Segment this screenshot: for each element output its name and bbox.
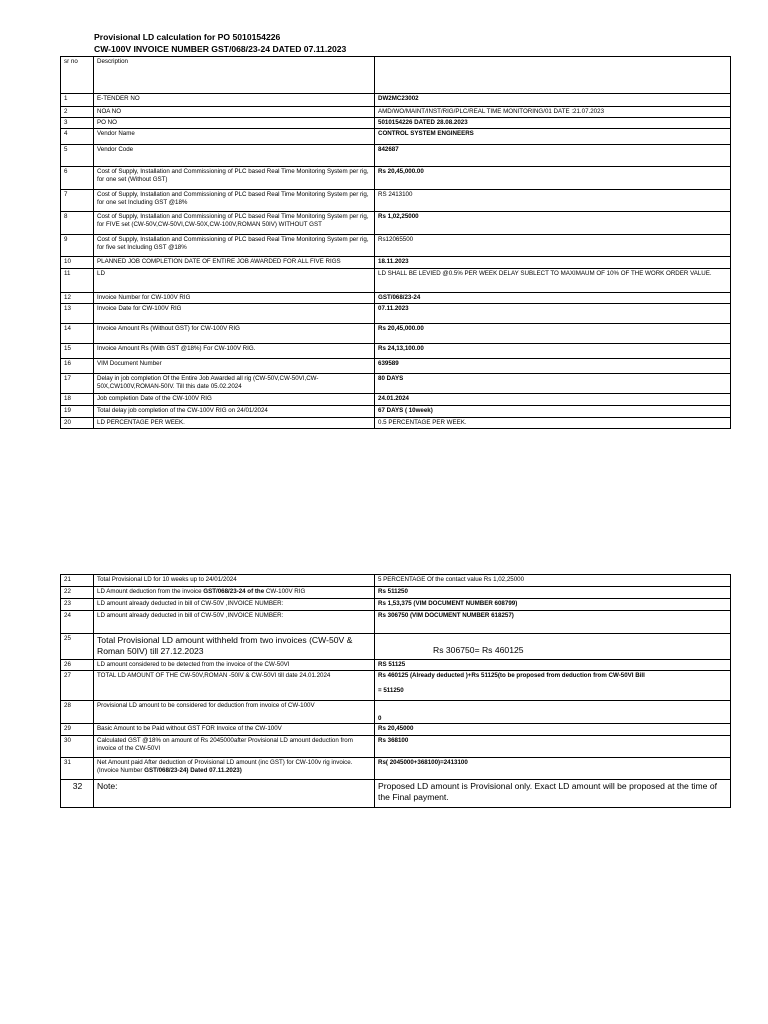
row-value: 5010154226 DATED 28.08.2023 <box>375 118 731 129</box>
row-value <box>375 671 731 701</box>
row-description <box>94 758 375 780</box>
table-row <box>61 212 731 235</box>
row-sr-no: 12 <box>61 293 94 304</box>
row-description: Cost of Supply, Installation and Commissioning of PLC based Real Time Monitoring System per rig, for one set Including GST @18% <box>94 190 375 212</box>
row-value: Rs 1,02,25000 <box>375 212 731 235</box>
row-sr-no: 7 <box>61 190 94 212</box>
row-sr-no: 14 <box>61 324 94 344</box>
row-description <box>94 587 375 599</box>
table-row <box>61 190 731 212</box>
row-description: Total Provisional LD amount withheld from two invoices (CW-50V & Roman 50IV) till 27.12.2023 <box>94 634 375 660</box>
row-description: VIM Document Number <box>94 359 375 374</box>
row-description: Total delay job completion of the CW-100V RIG on 24/01/2024 <box>94 406 375 418</box>
row-value: 639589 <box>375 359 731 374</box>
row-sr-no: 22 <box>61 587 94 599</box>
row-sr-no: 30 <box>61 736 94 758</box>
row-sr-no: 15 <box>61 344 94 359</box>
row-value: CONTROL SYSTEM ENGINEERS <box>375 129 731 145</box>
table-row <box>61 736 731 758</box>
row-sr-no: 17 <box>61 374 94 394</box>
table-row <box>61 167 731 190</box>
document-subtitle: CW-100V INVOICE NUMBER GST/068/23-24 DATED 07.11.2023 <box>94 44 347 54</box>
table-row <box>61 587 731 599</box>
table-row <box>61 724 731 736</box>
row-value: Rs 24,13,100.00 <box>375 344 731 359</box>
row-description: Note: <box>94 780 375 808</box>
row-description: LD <box>94 269 375 293</box>
row-value: RS 2413100 <box>375 190 731 212</box>
table-row <box>61 293 731 304</box>
ld-total-formula: Rs 460125 (Already deducted )+Rs 51125(to be proposed from deduction from CW-50VI Bill <box>378 672 645 679</box>
header-sr-no: sr no <box>61 57 94 94</box>
row-value: Rs 20,45,000.00 <box>375 324 731 344</box>
row-value: Rs( 2045000+368100)=2413100 <box>375 758 731 780</box>
row-description: PLANNED JOB COMPLETION DATE OF ENTIRE JOB AWARDED FOR ALL FIVE RIGS <box>94 257 375 269</box>
table-row <box>61 324 731 344</box>
table-row <box>61 394 731 406</box>
ld-calculation-table-1 <box>60 56 731 429</box>
row-value: Rs 306750= Rs 460125 <box>375 634 731 660</box>
invoice-number-bold: GST/068/23-24) Dated 07.11.2023) <box>144 766 242 774</box>
row-sr-no: 8 <box>61 212 94 235</box>
row-sr-no: 4 <box>61 129 94 145</box>
document-title: Provisional LD calculation for PO 5010154226 <box>94 32 281 42</box>
row-sr-no: 27 <box>61 671 94 701</box>
desc-part: CW-100V RIG <box>264 588 306 595</box>
row-value: DW2MC23002 <box>375 94 731 107</box>
table-row <box>61 145 731 167</box>
row-description: Cost of Supply, Installation and Commissioning of PLC based Real Time Monitoring System per rig, for one set (Without GST) <box>94 167 375 190</box>
row-sr-no: 23 <box>61 599 94 611</box>
table-row <box>61 118 731 129</box>
row-sr-no: 3 <box>61 118 94 129</box>
row-description: Total Provisional LD for 10 weeks up to 24/01/2024 <box>94 575 375 587</box>
row-description: PO NO <box>94 118 375 129</box>
row-value: 0.5 PERCENTAGE PER WEEK. <box>375 418 731 429</box>
row-description: Basic Amount to be Paid without GST FOR Invoice of the CW-100V <box>94 724 375 736</box>
row-description: TOTAL LD AMOUNT OF THE CW-50V,ROMAN -50IV & CW-50VI till date 24.01.2024 <box>94 671 375 701</box>
table-row <box>61 344 731 359</box>
row-description: Vendor Code <box>94 145 375 167</box>
row-value: Rs 511250 <box>375 587 731 599</box>
row-sr-no: 21 <box>61 575 94 587</box>
row-description: Cost of Supply, Installation and Commissioning of PLC based Real Time Monitoring System per rig, for five set Including GST @18% <box>94 235 375 257</box>
row-description: LD PERCENTAGE PER WEEK. <box>94 418 375 429</box>
table-row <box>61 575 731 587</box>
table-row <box>61 94 731 107</box>
table-row <box>61 129 731 145</box>
row-value: 67 DAYS ( 10week) <box>375 406 731 418</box>
table-row <box>61 406 731 418</box>
row-sr-no: 24 <box>61 611 94 634</box>
row-description: Invoice Number for CW-100V RIG <box>94 293 375 304</box>
row-sr-no: 29 <box>61 724 94 736</box>
row-sr-no: 25 <box>61 634 94 660</box>
row-description: Provisional LD amount to be considered for deduction from invoice of CW-100V <box>94 701 375 724</box>
table-row <box>61 257 731 269</box>
invoice-number-bold: GST/068/23-24 of the <box>203 588 265 595</box>
row-sr-no: 19 <box>61 406 94 418</box>
row-description: Invoice Date for CW-100V RIG <box>94 304 375 324</box>
table-row <box>61 599 731 611</box>
ld-total-result: = 511250 <box>378 686 404 694</box>
row-sr-no: 10 <box>61 257 94 269</box>
table-header-row <box>61 57 731 94</box>
row-value: 0 <box>375 701 731 724</box>
row-sr-no: 31 <box>61 758 94 780</box>
table-row <box>61 359 731 374</box>
row-value: 18.11.2023 <box>375 257 731 269</box>
table-row <box>61 107 731 118</box>
row-sr-no: 13 <box>61 304 94 324</box>
row-value: Rs 20,45,000.00 <box>375 167 731 190</box>
table-row <box>61 634 731 660</box>
row-description: E-TENDER NO <box>94 94 375 107</box>
row-sr-no: 2 <box>61 107 94 118</box>
row-value: AMD/WO/MAINT/INST/RIG/PLC/REAL TIME MONITORING/01 DATE :21.07.2023 <box>375 107 731 118</box>
ld-calculation-table-2 <box>60 574 731 808</box>
row-value: LD SHALL BE LEVIED @0.5% PER WEEK DELAY SUBLECT TO MAXIMAUM OF 10% OF THE WORK ORDER VALUE. <box>375 269 731 293</box>
row-sr-no: 9 <box>61 235 94 257</box>
table-row <box>61 701 731 724</box>
row-sr-no: 18 <box>61 394 94 406</box>
row-description: Delay in job completion Of the Entire Job Awarded all rig (CW-50V,CW-50VI,CW-50X,CW100V,ROMAN-50IV. Till this date 05.02.2024 <box>94 374 375 394</box>
row-description: LD amount considered to be detected from the invoice of the CW-50VI <box>94 660 375 671</box>
row-value: 07.11.2023 <box>375 304 731 324</box>
row-sr-no: 32 <box>61 780 94 808</box>
desc-part: Net Amount paid After deduction of Provisional LD amount (inc GST) for CW-100v rig invoice.(Invoice Number <box>97 759 353 774</box>
row-description: Cost of Supply, Installation and Commissioning of PLC based Real Time Monitoring System per rig, for FIVE set (CW-50V,CW-50VI,CW-50X,CW-100V,ROMAN 50IV) WITHOUT GST <box>94 212 375 235</box>
row-value: 24.01.2024 <box>375 394 731 406</box>
header-description: Description <box>94 57 375 94</box>
row-sr-no: 16 <box>61 359 94 374</box>
row-description: Invoice Amount Rs (Without GST) for CW-100V RIG <box>94 324 375 344</box>
row-sr-no: 6 <box>61 167 94 190</box>
row-description: LD amount already deducted in bill of CW-50V ,INVOICE NUMBER: <box>94 599 375 611</box>
table-row <box>61 374 731 394</box>
row-description: NOA NO <box>94 107 375 118</box>
row-value: Rs 20,45000 <box>375 724 731 736</box>
desc-part: LD Amount deduction from the invoice <box>97 588 204 595</box>
row-sr-no: 26 <box>61 660 94 671</box>
table-row <box>61 671 731 701</box>
table-row <box>61 660 731 671</box>
table-row <box>61 780 731 808</box>
row-value: 842687 <box>375 145 731 167</box>
row-sr-no: 1 <box>61 94 94 107</box>
table-row <box>61 235 731 257</box>
row-value: 80 DAYS <box>375 374 731 394</box>
row-sr-no: 11 <box>61 269 94 293</box>
row-value: Rs12065500 <box>375 235 731 257</box>
row-value: Proposed LD amount is Provisional only. Exact LD amount will be proposed at the time of the Final payment. <box>375 780 731 808</box>
row-description: Calculated GST @18% on amount of Rs 2045000after Provisional LD amount deduction from invoice of the CW-50VI <box>94 736 375 758</box>
table-row <box>61 611 731 634</box>
row-value: RS 51125 <box>375 660 731 671</box>
row-sr-no: 5 <box>61 145 94 167</box>
table-row <box>61 418 731 429</box>
row-value: GST/068/23-24 <box>375 293 731 304</box>
table-row <box>61 758 731 780</box>
row-description: Vendor Name <box>94 129 375 145</box>
row-value: Rs 306750 (VIM DOCUMENT NUMBER 618257) <box>375 611 731 634</box>
row-description: Job completion Date of the CW-100V RIG <box>94 394 375 406</box>
row-value: Rs 1,53,375 (VIM DOCUMENT NUMBER 608799) <box>375 599 731 611</box>
header-value <box>375 57 731 94</box>
row-value: 5 PERCENTAGE Of the contact value Rs 1,02,25000 <box>375 575 731 587</box>
row-description: LD amount already deducted in bill of CW-50V ,INVOICE NUMBER: <box>94 611 375 634</box>
row-value: Rs 368100 <box>375 736 731 758</box>
table-row <box>61 304 731 324</box>
table-row <box>61 269 731 293</box>
row-sr-no: 28 <box>61 701 94 724</box>
row-description: Invoice Amount Rs (With GST @18%) For CW-100V RIG. <box>94 344 375 359</box>
row-sr-no: 20 <box>61 418 94 429</box>
